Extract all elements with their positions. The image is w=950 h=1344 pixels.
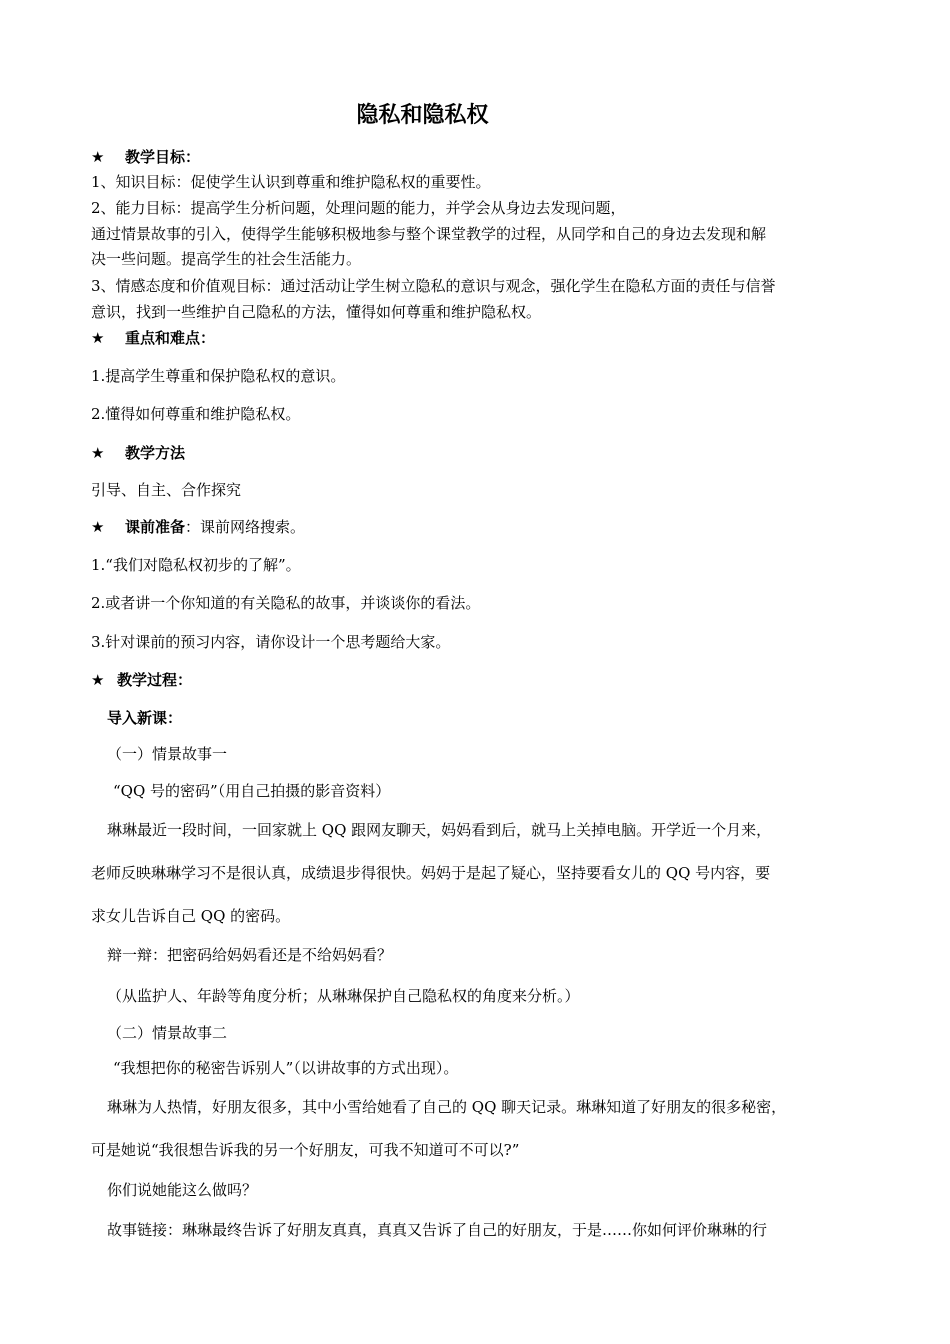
section-title: 教学过程： — [117, 671, 193, 689]
paragraph-goal-3-cont: 意识，找到一些维护自己隐私的方法，懂得如何尊重和维护隐私权。 — [91, 303, 542, 321]
question: 你们说她能这么做吗？ — [107, 1181, 258, 1199]
paragraph-goal-1: 1、知识目标：促使学生认识到尊重和维护隐私权的重要性。 — [91, 173, 491, 191]
story-2-heading: （二）情景故事二 — [107, 1024, 228, 1042]
list-item-key-1: 1.提高学生尊重和保护隐私权的意识。 — [91, 367, 346, 385]
story-2-title: “我想把你的秘密告诉别人”（以讲故事的方式出现）。 — [113, 1059, 459, 1077]
story-link-paragraph: 故事链接：琳琳最终告诉了好朋友真真，真真又告诉了自己的好朋友，于是……你如何评价琳琳的行 — [107, 1221, 768, 1239]
section-title: 重点和难点： — [125, 329, 216, 347]
section-heading-preparation — [91, 517, 305, 537]
list-item-key-2: 2.懂得如何尊重和维护隐私权。 — [91, 405, 301, 423]
section-heading-key-points — [91, 328, 215, 348]
story-2-paragraph: 可是她说“我很想告诉我的另一个好朋友，可我不知道可不可以?” — [91, 1141, 520, 1159]
document-title: 隐私和隐私权 — [356, 103, 489, 128]
section-heading-process — [91, 670, 192, 690]
paragraph-method: 引导、自主、合作探究 — [91, 481, 242, 499]
star-icon: ★ — [91, 671, 105, 689]
star-icon: ★ — [91, 444, 105, 462]
paragraph-goal-2-cont: 通过情景故事的引入，使得学生能够积极地参与整个课堂教学的过程，从同学和自己的身边去发现和解 — [91, 225, 767, 243]
story-1-title: “QQ 号的密码”（用自己拍摄的影音资料） — [113, 782, 391, 800]
debate-note: （从监护人、年龄等角度分析；从琳琳保护自己隐私权的角度来分析。） — [107, 987, 580, 1005]
paragraph-goal-3: 3、情感态度和价值观目标：通过活动让学生树立隐私的意识与观念，强化学生在隐私方面的责任与信誉 — [91, 277, 776, 295]
star-icon: ★ — [91, 148, 105, 166]
section-heading-method — [91, 443, 185, 463]
section-title: 课前准备 — [125, 518, 186, 536]
paragraph-goal-2: 2、能力目标：提高学生分析问题，处理问题的能力，并学会从身边去发现问题， — [91, 199, 626, 217]
debate-prompt: 辩一辩：把密码给妈妈看还是不给妈妈看？ — [107, 946, 393, 964]
section-title: 教学目标： — [125, 148, 201, 166]
story-1-heading: （一）情景故事一 — [107, 745, 228, 763]
section-inline-text: ：课前网络搜索。 — [185, 518, 306, 536]
star-icon: ★ — [91, 518, 105, 536]
story-1-paragraph: 求女儿告诉自己 QQ 的密码。 — [91, 907, 291, 925]
star-icon: ★ — [91, 329, 105, 347]
story-1-paragraph: 琳琳最近一段时间，一回家就上 QQ 跟网友聊天，妈妈看到后，就马上关掉电脑。开学近一个月来， — [107, 821, 772, 839]
list-item-prep-2: 2.或者讲一个你知道的有关隐私的故事，并谈谈你的看法。 — [91, 594, 481, 612]
section-title: 教学方法 — [125, 444, 186, 462]
paragraph-goal-2-cont: 决一些问题。提高学生的社会生活能力。 — [91, 250, 362, 268]
story-1-paragraph: 老师反映琳琳学习不是很认真，成绩退步得很快。妈妈于是起了疑心，坚持要看女儿的 QQ 号内容，要 — [91, 864, 771, 882]
subheading-intro: 导入新课： — [107, 709, 183, 727]
list-item-prep-1: 1.“我们对隐私权初步的了解”。 — [91, 556, 301, 574]
story-2-paragraph: 琳琳为人热情，好朋友很多，其中小雪给她看了自己的 QQ 聊天记录。琳琳知道了好朋友的很多秘密， — [107, 1098, 787, 1116]
list-item-prep-3: 3.针对课前的预习内容，请你设计一个思考题给大家。 — [91, 633, 451, 651]
section-heading-goals — [91, 147, 200, 167]
